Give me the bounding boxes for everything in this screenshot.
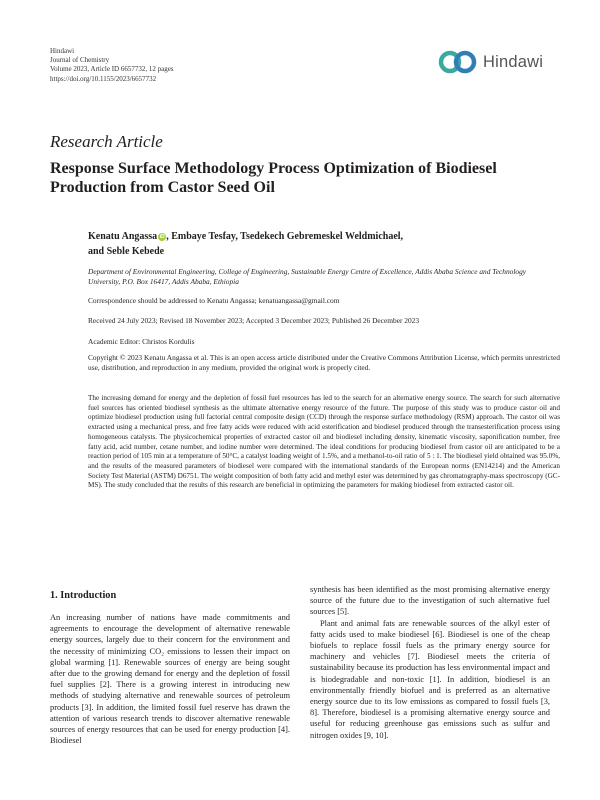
copyright-notice: Copyright © 2023 Kenatu Angassa et al. This is an open access article distributed under the Creative Commons Attribution License, which permits unrestricted use, distribution, and reproduction in any medium, provided the original work is properly cited. xyxy=(88,353,560,372)
page-title: Response Surface Methodology Process Optimization of Biodiesel Production from Castor Seed Oil xyxy=(50,160,497,196)
column-left xyxy=(50,590,290,746)
doi-link[interactable]: https://doi.org/10.1155/2023/6657732 xyxy=(50,74,157,83)
section-heading: 1. Introduction xyxy=(50,590,117,601)
orcid-icon[interactable]: iD xyxy=(159,234,165,240)
journal-name: Journal of Chemistry xyxy=(50,56,110,65)
article-type: Research Article xyxy=(50,132,163,151)
abstract: The increasing demand for energy and the depletion of fossil fuel resources has led to the search for an alternative energy source. The search for such alternative fuel sources has oriented biodiesel synthesis as the ultimate alternative energy resource of the future. The purpose of this study was to produce castor oil and optimize biodiesel production using full factorial central composite design (CCD) through the response surface methodology (RSM) approach. The castor oil was extracted using a mechanical press, and free fatty acids were reduced with acid esterification and biodiesel produced through the transesterification process using homogeneous catalysts. The physicochemical properties of extracted castor oil and biodiesel including density, kinematic viscosity, saponification number, free fatty acid, acid number, cetane number, and iodine number were determined. The ideal conditions for producing biodiesel from castor oil are anticipated to be a reaction period of 105 min at a temperature of 50°C, a catalyst loading weight of 1.5%, and a methanol-to-oil ratio of 5 : 1. The biodiesel yield obtained was 95.0%, and the results of the measured parameters of biodiesel were compared with the international standards of the European norms (EN14214) and the American Society Test Material (ASTM) D6751. The weight composition of both fatty acid and methyl ester was determined by gas chromatography-mass spectroscopy (GC-MS). The study concluded that the results of this research are beneficial in optimizing the parameters for making biodiesel from extracted castor oil. xyxy=(88,394,560,490)
correspondence: Correspondence should be addressed to Kenatu Angassa; kenatuangassa@gmail.com xyxy=(88,296,340,305)
intro-paragraph-1: An increasing number of nations have made commitments and agreements to encourage the development of alternative renewable energy sources, largely due to their concern for the environment and the necessity of minimizing CO₂ emissions to lessen their impact on global warming [1]. Renewable sources of energy are being sought after due to the growing demand for energy and the depletion of fossil fuel supplies [2]. There is a growing interest in introducing new methods of studying alternative and renewable sources of petroleum products [3]. In addition, the limited fossil fuel reserve has drawn the attention of various research trends to discover alternative renewable sources of energy resources that can be used for energy production [4]. Biodiesel xyxy=(50,613,290,746)
column-right xyxy=(310,584,550,741)
academic-editor: Academic Editor: Christos Kordulis xyxy=(88,337,195,346)
publisher-name: Hindawi xyxy=(50,47,75,55)
affiliation: Department of Environmental Engineering, College of Engineering, Sustainable Energy Centre of Excellence, Addis Ababa Science and Technology University, P.O. Box 16417, Addis Ababa, Ethiopia xyxy=(88,267,527,286)
volume-line: Volume 2023, Article ID 6657732, 12 pages xyxy=(50,65,174,74)
authors-line2: and Seble Kebede xyxy=(88,246,165,257)
author-first[interactable]: Kenatu Angassa xyxy=(88,231,158,242)
authors-rest: , Embaye Tesfay, Tsedekech Gebremeskel Weldmichael, xyxy=(166,231,404,242)
author-list xyxy=(88,229,518,259)
article-dates: Received 24 July 2023; Revised 18 November 2023; Accepted 3 December 2023; Published 26 December 2023 xyxy=(88,316,420,325)
intro-paragraph-3: Plant and animal fats are renewable sources of the alkyl ester of fatty acids used to make biodiesel [6]. Biodiesel is one of the cheap biofuels to replace fossil fuels as the primary energy source for machinery and vehicles [7]. Biodiesel meets the criteria of sustainability because its production has less environmental impact and is biodegradable and non-toxic [1]. In addition, biodiesel is an environmentally friendly biofuel and is preferred as an alternative energy source due to its low emissions as compared to fossil fuels [3, 8]. Therefore, biodiesel is a promising alternative energy source and useful for reducing greenhouse gas emissions such as sulfur and nitrogen oxides [9, 10]. xyxy=(310,618,550,740)
intro-paragraph-2: synthesis has been identified as the most promising alternative energy source of the future due to the investigation of such alternative fuel sources [5]. xyxy=(310,585,550,617)
article-meta xyxy=(50,47,174,84)
hindawi-logo-text: Hindawi xyxy=(483,53,544,71)
